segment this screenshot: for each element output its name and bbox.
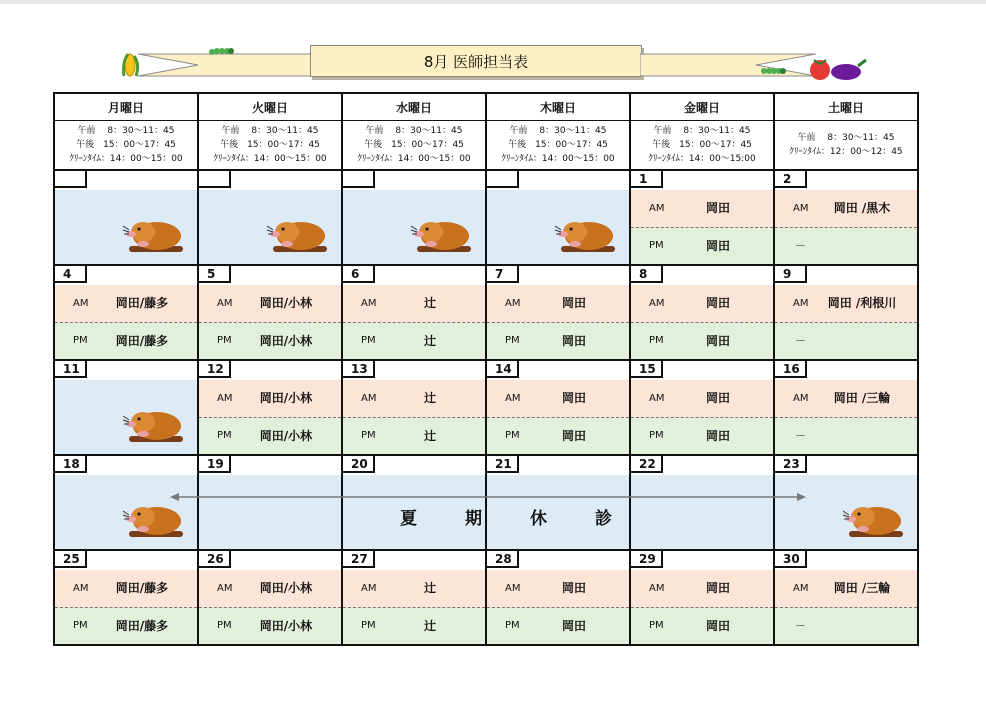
am-doctor: 岡田 <box>705 296 730 310</box>
closed-day <box>55 190 197 264</box>
closed-day <box>199 190 341 264</box>
pm-slot <box>199 323 341 359</box>
pm-slot <box>775 608 917 644</box>
mole-icon <box>409 212 473 254</box>
day-number: 23 <box>775 456 807 473</box>
day-cell <box>774 170 918 265</box>
am-label: AM <box>649 203 665 214</box>
day-number <box>199 171 231 188</box>
am-label: AM <box>217 583 233 594</box>
am-slot <box>487 285 629 323</box>
day-number <box>487 171 519 188</box>
no-pm-dash: － <box>795 429 806 442</box>
am-label: AM <box>217 393 233 404</box>
caterpillar-icon <box>760 66 786 76</box>
hours-cell <box>486 121 630 171</box>
day-cell <box>486 170 630 265</box>
mole-icon <box>121 402 185 444</box>
am-doctor: 岡田 /利根川 <box>827 296 897 310</box>
closed-day <box>55 475 197 549</box>
closed-day <box>55 380 197 454</box>
pm-doctor: 岡田 <box>705 429 730 443</box>
page-title: 8月 医師担当表 <box>310 45 642 77</box>
weekday-header: 木曜日 <box>486 93 630 121</box>
day-cell <box>774 265 918 360</box>
hours-line: 午後 15：00～17：45 <box>76 140 176 150</box>
day-cell <box>54 550 198 645</box>
day-number: 19 <box>199 456 231 473</box>
pm-doctor: 辻 <box>423 334 436 348</box>
am-doctor: 辻 <box>423 296 436 310</box>
am-label: AM <box>793 298 809 309</box>
day-cell <box>198 550 342 645</box>
day-number: 13 <box>343 361 375 378</box>
am-label: AM <box>73 298 89 309</box>
am-label: AM <box>793 203 809 214</box>
no-pm-dash: － <box>795 619 806 632</box>
am-doctor: 岡田 /三輪 <box>833 581 891 595</box>
day-number: 14 <box>487 361 519 378</box>
day-number: 12 <box>199 361 231 378</box>
pm-label: PM <box>73 335 88 346</box>
am-slot <box>487 570 629 608</box>
pm-doctor: 岡田/小林 <box>259 334 313 348</box>
pm-doctor: 辻 <box>423 429 436 443</box>
am-slot <box>55 285 197 323</box>
hours-line: 午後 15：00～17：45 <box>508 140 608 150</box>
pm-label: PM <box>217 620 232 631</box>
am-doctor: 岡田 <box>561 581 586 595</box>
hours-line: ｸﾘｰﾝﾀｲﾑ：14：00～15：00 <box>501 154 615 164</box>
day-number <box>343 171 375 188</box>
pm-doctor: 岡田 <box>705 334 730 348</box>
pm-label: PM <box>649 335 664 346</box>
weekday-header: 月曜日 <box>54 93 198 121</box>
pm-slot <box>199 418 341 454</box>
day-number: 20 <box>343 456 375 473</box>
day-cell <box>54 265 198 360</box>
am-slot <box>343 380 485 418</box>
no-pm-dash: － <box>795 334 806 347</box>
am-label: AM <box>793 583 809 594</box>
pm-slot <box>631 608 773 644</box>
pm-label: PM <box>361 430 376 441</box>
hours-line: 午前 8：30～11：45 <box>509 126 607 136</box>
day-cell <box>630 265 774 360</box>
day-cell <box>54 170 198 265</box>
am-slot <box>199 285 341 323</box>
day-cell <box>54 360 198 455</box>
am-label: AM <box>217 298 233 309</box>
pm-label: PM <box>649 240 664 251</box>
hours-cell <box>342 121 486 171</box>
day-number: 11 <box>55 361 87 378</box>
am-doctor: 岡田/藤多 <box>115 296 169 310</box>
am-label: AM <box>505 393 521 404</box>
day-number: 22 <box>631 456 663 473</box>
pm-slot <box>343 608 485 644</box>
weekday-header: 土曜日 <box>774 93 918 121</box>
day-number: 5 <box>199 266 231 283</box>
day-cell <box>342 550 486 645</box>
am-label: AM <box>649 393 665 404</box>
weeks-body <box>54 170 918 645</box>
pm-slot <box>55 608 197 644</box>
day-cell <box>774 360 918 455</box>
hours-line: ｸﾘｰﾝﾀｲﾑ：14：00～15:00 <box>648 154 756 164</box>
closed-day <box>343 190 485 264</box>
mole-icon <box>265 212 329 254</box>
no-pm-dash: － <box>795 239 806 252</box>
day-cell <box>486 265 630 360</box>
vacation-char: 期 <box>465 509 482 529</box>
mole-icon <box>841 497 905 539</box>
week-row <box>54 170 918 265</box>
am-slot <box>199 380 341 418</box>
day-cell <box>198 170 342 265</box>
pm-label: PM <box>217 335 232 346</box>
am-slot <box>631 380 773 418</box>
closed-day <box>631 475 773 549</box>
day-number: 6 <box>343 266 375 283</box>
am-slot <box>631 190 773 228</box>
pm-slot <box>631 228 773 264</box>
pm-slot <box>343 323 485 359</box>
ribbon-right <box>640 52 816 78</box>
top-border <box>0 0 986 4</box>
am-label: AM <box>649 298 665 309</box>
pm-doctor: 岡田 <box>561 619 586 633</box>
am-label: AM <box>361 298 377 309</box>
hours-cell <box>774 121 918 171</box>
am-label: AM <box>73 583 89 594</box>
week-row <box>54 360 918 455</box>
hours-line: 午前 8：30～11：45 <box>77 126 175 136</box>
pm-label: PM <box>505 620 520 631</box>
pm-slot <box>631 418 773 454</box>
pm-doctor: 岡田/小林 <box>259 429 313 443</box>
am-slot <box>631 570 773 608</box>
day-number: 4 <box>55 266 87 283</box>
day-number: 8 <box>631 266 663 283</box>
day-number: 9 <box>775 266 807 283</box>
day-number <box>55 171 87 188</box>
mole-icon <box>121 212 185 254</box>
am-slot <box>775 190 917 228</box>
pm-slot <box>631 323 773 359</box>
pm-slot <box>775 228 917 264</box>
pm-slot <box>487 323 629 359</box>
day-number: 18 <box>55 456 87 473</box>
pm-slot <box>775 418 917 454</box>
hours-cell <box>54 121 198 171</box>
day-number: 15 <box>631 361 663 378</box>
vacation-arrow <box>170 490 806 504</box>
hours-line: 午前 8：30～11：45 <box>653 126 751 136</box>
schedule-table <box>53 92 919 646</box>
day-number: 7 <box>487 266 519 283</box>
am-doctor: 岡田/小林 <box>259 391 313 405</box>
day-cell <box>630 550 774 645</box>
summer-vacation-label <box>400 504 612 529</box>
day-number: 16 <box>775 361 807 378</box>
day-cell <box>198 265 342 360</box>
vacation-char: 休 <box>530 509 547 529</box>
pm-doctor: 岡田 <box>705 239 730 253</box>
pm-doctor: 辻 <box>423 619 436 633</box>
am-slot <box>631 285 773 323</box>
caterpillar-icon <box>208 46 234 56</box>
pm-slot <box>487 608 629 644</box>
am-doctor: 岡田 <box>705 581 730 595</box>
am-slot <box>775 285 917 323</box>
am-doctor: 岡田/小林 <box>259 296 313 310</box>
pm-label: PM <box>361 620 376 631</box>
day-cell <box>486 360 630 455</box>
day-number: 30 <box>775 551 807 568</box>
pm-slot <box>55 323 197 359</box>
week-row <box>54 265 918 360</box>
am-doctor: 岡田 /三輪 <box>833 391 891 405</box>
closed-day <box>487 190 629 264</box>
am-doctor: 辻 <box>423 391 436 405</box>
pm-slot <box>199 608 341 644</box>
day-number: 29 <box>631 551 663 568</box>
am-doctor: 岡田 <box>561 391 586 405</box>
pm-label: PM <box>505 335 520 346</box>
hours-line: 午前 8：30～11：45 <box>365 126 463 136</box>
am-label: AM <box>649 583 665 594</box>
day-cell <box>630 360 774 455</box>
pm-slot <box>775 323 917 359</box>
am-slot <box>487 380 629 418</box>
am-label: AM <box>361 583 377 594</box>
closed-day <box>199 475 341 549</box>
closed-day <box>775 475 917 549</box>
hours-line: ｸﾘｰﾝﾀｲﾑ：14：00～15：00 <box>69 154 183 164</box>
am-doctor: 辻 <box>423 581 436 595</box>
am-slot <box>55 570 197 608</box>
hours-line: ｸﾘｰﾝﾀｲﾑ：12：00～12：45 <box>789 147 903 157</box>
am-doctor: 岡田/小林 <box>259 581 313 595</box>
hours-line: ｸﾘｰﾝﾀｲﾑ：14：00～15：00 <box>357 154 471 164</box>
weekday-header: 水曜日 <box>342 93 486 121</box>
am-label: AM <box>793 393 809 404</box>
day-number: 2 <box>775 171 807 188</box>
pm-label: PM <box>361 335 376 346</box>
pm-doctor: 岡田 <box>705 619 730 633</box>
pm-doctor: 岡田/藤多 <box>115 619 169 633</box>
am-doctor: 岡田 <box>705 391 730 405</box>
am-slot <box>343 570 485 608</box>
vacation-char: 診 <box>595 509 612 529</box>
am-slot <box>775 380 917 418</box>
pm-label: PM <box>73 620 88 631</box>
day-number: 28 <box>487 551 519 568</box>
hours-line: 午前 8：30～11：45 <box>221 126 319 136</box>
am-slot <box>343 285 485 323</box>
am-label: AM <box>505 298 521 309</box>
hours-line: 午後 15：00～17：45 <box>220 140 320 150</box>
day-number: 26 <box>199 551 231 568</box>
am-slot <box>775 570 917 608</box>
title-banner <box>120 40 870 84</box>
day-cell <box>342 265 486 360</box>
mole-icon <box>553 212 617 254</box>
pm-doctor: 岡田/小林 <box>259 619 313 633</box>
hours-line: 午後 15：00～17：45 <box>652 140 752 150</box>
hours-row <box>54 121 918 171</box>
day-number: 1 <box>631 171 663 188</box>
day-number: 21 <box>487 456 519 473</box>
pm-doctor: 岡田 <box>561 334 586 348</box>
pm-label: PM <box>505 430 520 441</box>
pm-label: PM <box>649 430 664 441</box>
pm-doctor: 岡田/藤多 <box>115 334 169 348</box>
pm-label: PM <box>649 620 664 631</box>
hours-cell <box>198 121 342 171</box>
hours-line: ｸﾘｰﾝﾀｲﾑ：14：00～15：00 <box>213 154 327 164</box>
am-doctor: 岡田 /黒木 <box>833 201 891 215</box>
am-doctor: 岡田 <box>561 296 586 310</box>
week-row <box>54 550 918 645</box>
hours-cell <box>630 121 774 171</box>
day-cell <box>630 170 774 265</box>
pm-slot <box>343 418 485 454</box>
pm-doctor: 岡田 <box>561 429 586 443</box>
weekday-header: 火曜日 <box>198 93 342 121</box>
pm-slot <box>487 418 629 454</box>
vegetables-icon <box>808 54 868 82</box>
am-doctor: 岡田 <box>705 201 730 215</box>
day-number: 25 <box>55 551 87 568</box>
am-slot <box>199 570 341 608</box>
day-cell <box>342 170 486 265</box>
weekday-header-row <box>54 93 918 121</box>
vacation-char: 夏 <box>400 509 417 529</box>
day-cell <box>342 360 486 455</box>
hours-line: 午前 8：30～11：45 <box>797 133 895 143</box>
day-cell <box>774 550 918 645</box>
weekday-header: 金曜日 <box>630 93 774 121</box>
hours-line: 午後 15：00～17：45 <box>364 140 464 150</box>
pm-label: PM <box>217 430 232 441</box>
am-label: AM <box>361 393 377 404</box>
am-doctor: 岡田/藤多 <box>115 581 169 595</box>
day-number: 27 <box>343 551 375 568</box>
day-cell <box>486 550 630 645</box>
am-label: AM <box>505 583 521 594</box>
day-cell <box>198 360 342 455</box>
